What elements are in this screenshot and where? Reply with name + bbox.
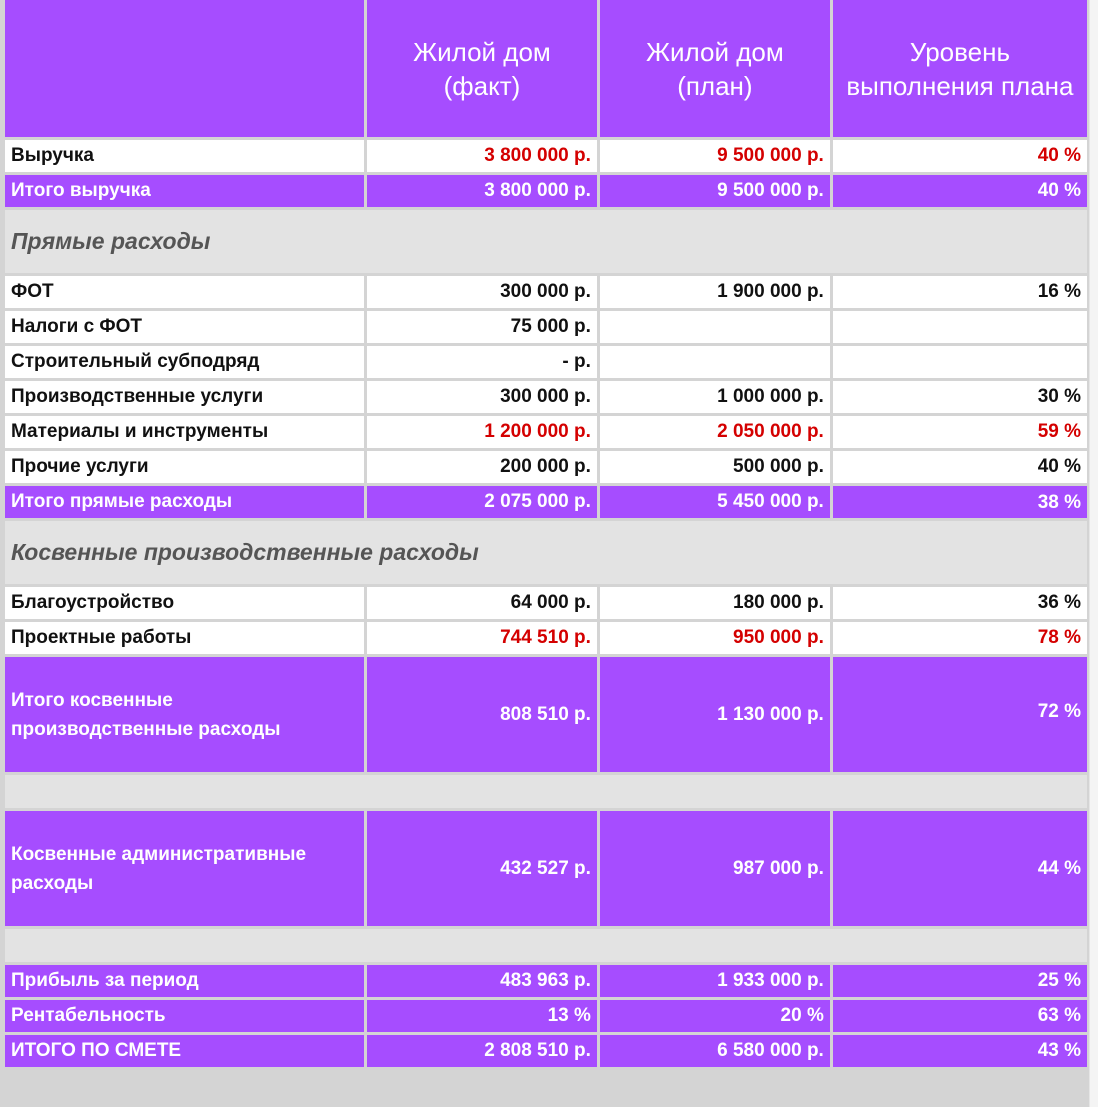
cell-label[interactable]: Прибыль за период xyxy=(5,965,364,997)
cell-plan[interactable]: 987 000 р. xyxy=(600,811,830,926)
row-fot-taxes xyxy=(5,311,1087,343)
cell-level[interactable]: 40 % xyxy=(833,175,1087,207)
cell-plan[interactable]: 5 450 000 р. xyxy=(600,486,830,518)
row-design-works xyxy=(5,622,1087,654)
spacer-cell[interactable] xyxy=(5,775,1087,808)
row-materials xyxy=(5,416,1087,448)
cell-plan[interactable]: 6 580 000 р. xyxy=(600,1035,830,1067)
cell-level[interactable]: 44 % xyxy=(833,811,1087,926)
cell-level[interactable]: 25 % xyxy=(833,965,1087,997)
cell-plan[interactable]: 9 500 000 р. xyxy=(600,175,830,207)
row-total-revenue xyxy=(5,175,1087,207)
section-title[interactable]: Косвенные производственные расходы xyxy=(5,521,1087,584)
spacer-row xyxy=(5,775,1087,808)
row-landscaping xyxy=(5,587,1087,619)
cell-level[interactable]: 16 % xyxy=(833,276,1087,308)
cell-fact[interactable]: 432 527 р. xyxy=(367,811,597,926)
cell-label[interactable]: Итого выручка xyxy=(5,175,364,207)
row-total-direct xyxy=(5,486,1087,518)
cell-plan[interactable]: 950 000 р. xyxy=(600,622,830,654)
cell-fact[interactable]: 3 800 000 р. xyxy=(367,175,597,207)
cell-level[interactable]: 40 % xyxy=(833,140,1087,172)
cell-level[interactable]: 63 % xyxy=(833,1000,1087,1032)
spacer-cell[interactable] xyxy=(5,929,1087,962)
cell-level[interactable] xyxy=(833,346,1087,378)
cell-plan[interactable] xyxy=(600,311,830,343)
cell-label[interactable]: Выручка xyxy=(5,140,364,172)
cell-fact[interactable]: 64 000 р. xyxy=(367,587,597,619)
cell-label[interactable]: Материалы и инструменты xyxy=(5,416,364,448)
header-level[interactable]: Уровень выполнения плана xyxy=(833,0,1087,137)
cell-label[interactable]: Строительный субподряд xyxy=(5,346,364,378)
spacer-row xyxy=(5,929,1087,962)
cell-level[interactable] xyxy=(833,311,1087,343)
cell-plan[interactable]: 1 000 000 р. xyxy=(600,381,830,413)
cell-fact[interactable]: 300 000 р. xyxy=(367,381,597,413)
cell-fact[interactable]: 75 000 р. xyxy=(367,311,597,343)
row-production-services xyxy=(5,381,1087,413)
cell-label[interactable]: Благоустройство xyxy=(5,587,364,619)
cell-label[interactable]: Итого прямые расходы xyxy=(5,486,364,518)
cell-plan[interactable]: 9 500 000 р. xyxy=(600,140,830,172)
cell-plan[interactable]: 20 % xyxy=(600,1000,830,1032)
row-admin-expenses xyxy=(5,811,1087,926)
cell-label[interactable]: Налоги с ФОТ xyxy=(5,311,364,343)
budget-table xyxy=(2,0,1090,1070)
cell-fact[interactable]: 483 963 р. xyxy=(367,965,597,997)
cell-plan[interactable]: 2 050 000 р. xyxy=(600,416,830,448)
cell-label[interactable]: Рентабельность xyxy=(5,1000,364,1032)
cell-plan[interactable]: 1 130 000 р. xyxy=(600,657,830,772)
cell-level[interactable]: 59 % xyxy=(833,416,1087,448)
row-revenue xyxy=(5,140,1087,172)
cell-plan[interactable]: 500 000 р. xyxy=(600,451,830,483)
row-profit xyxy=(5,965,1087,997)
cell-level[interactable]: 40 % xyxy=(833,451,1087,483)
cell-fact[interactable]: 3 800 000 р. xyxy=(367,140,597,172)
window-edge xyxy=(1089,0,1098,1107)
cell-label[interactable]: Проектные работы xyxy=(5,622,364,654)
row-profitability xyxy=(5,1000,1087,1032)
row-fot xyxy=(5,276,1087,308)
header-plan[interactable]: Жилой дом (план) xyxy=(600,0,830,137)
header-row xyxy=(5,0,1087,137)
cell-level[interactable]: 36 % xyxy=(833,587,1087,619)
cell-fact[interactable]: 744 510 р. xyxy=(367,622,597,654)
cell-fact[interactable]: 300 000 р. xyxy=(367,276,597,308)
cell-fact[interactable]: 13 % xyxy=(367,1000,597,1032)
cell-fact[interactable]: 2 075 000 р. xyxy=(367,486,597,518)
row-other-services xyxy=(5,451,1087,483)
cell-label[interactable]: ФОТ xyxy=(5,276,364,308)
cell-label[interactable]: Итого косвенные производственные расходы xyxy=(5,657,364,772)
cell-plan[interactable]: 1 933 000 р. xyxy=(600,965,830,997)
cell-fact[interactable]: 1 200 000 р. xyxy=(367,416,597,448)
cell-level[interactable]: 72 % xyxy=(833,657,1087,772)
cell-level[interactable]: 43 % xyxy=(833,1035,1087,1067)
row-total-indirect xyxy=(5,657,1087,772)
header-fact[interactable]: Жилой дом (факт) xyxy=(367,0,597,137)
cell-level[interactable]: 78 % xyxy=(833,622,1087,654)
cell-level[interactable]: 38 % xyxy=(833,486,1087,518)
header-cell-empty[interactable] xyxy=(5,0,364,137)
cell-label[interactable]: Косвенные административные расходы xyxy=(5,811,364,926)
cell-plan[interactable] xyxy=(600,346,830,378)
cell-fact[interactable]: 2 808 510 р. xyxy=(367,1035,597,1067)
section-title[interactable]: Прямые расходы xyxy=(5,210,1087,273)
section-direct-expenses xyxy=(5,210,1087,273)
row-grand-total xyxy=(5,1035,1087,1067)
cell-label[interactable]: ИТОГО ПО СМЕТЕ xyxy=(5,1035,364,1067)
cell-label[interactable]: Прочие услуги xyxy=(5,451,364,483)
cell-plan[interactable]: 180 000 р. xyxy=(600,587,830,619)
cell-level[interactable]: 30 % xyxy=(833,381,1087,413)
section-indirect-expenses xyxy=(5,521,1087,584)
cell-plan[interactable]: 1 900 000 р. xyxy=(600,276,830,308)
row-subcontract xyxy=(5,346,1087,378)
cell-fact[interactable]: - р. xyxy=(367,346,597,378)
cell-fact[interactable]: 200 000 р. xyxy=(367,451,597,483)
cell-label[interactable]: Производственные услуги xyxy=(5,381,364,413)
cell-fact[interactable]: 808 510 р. xyxy=(367,657,597,772)
